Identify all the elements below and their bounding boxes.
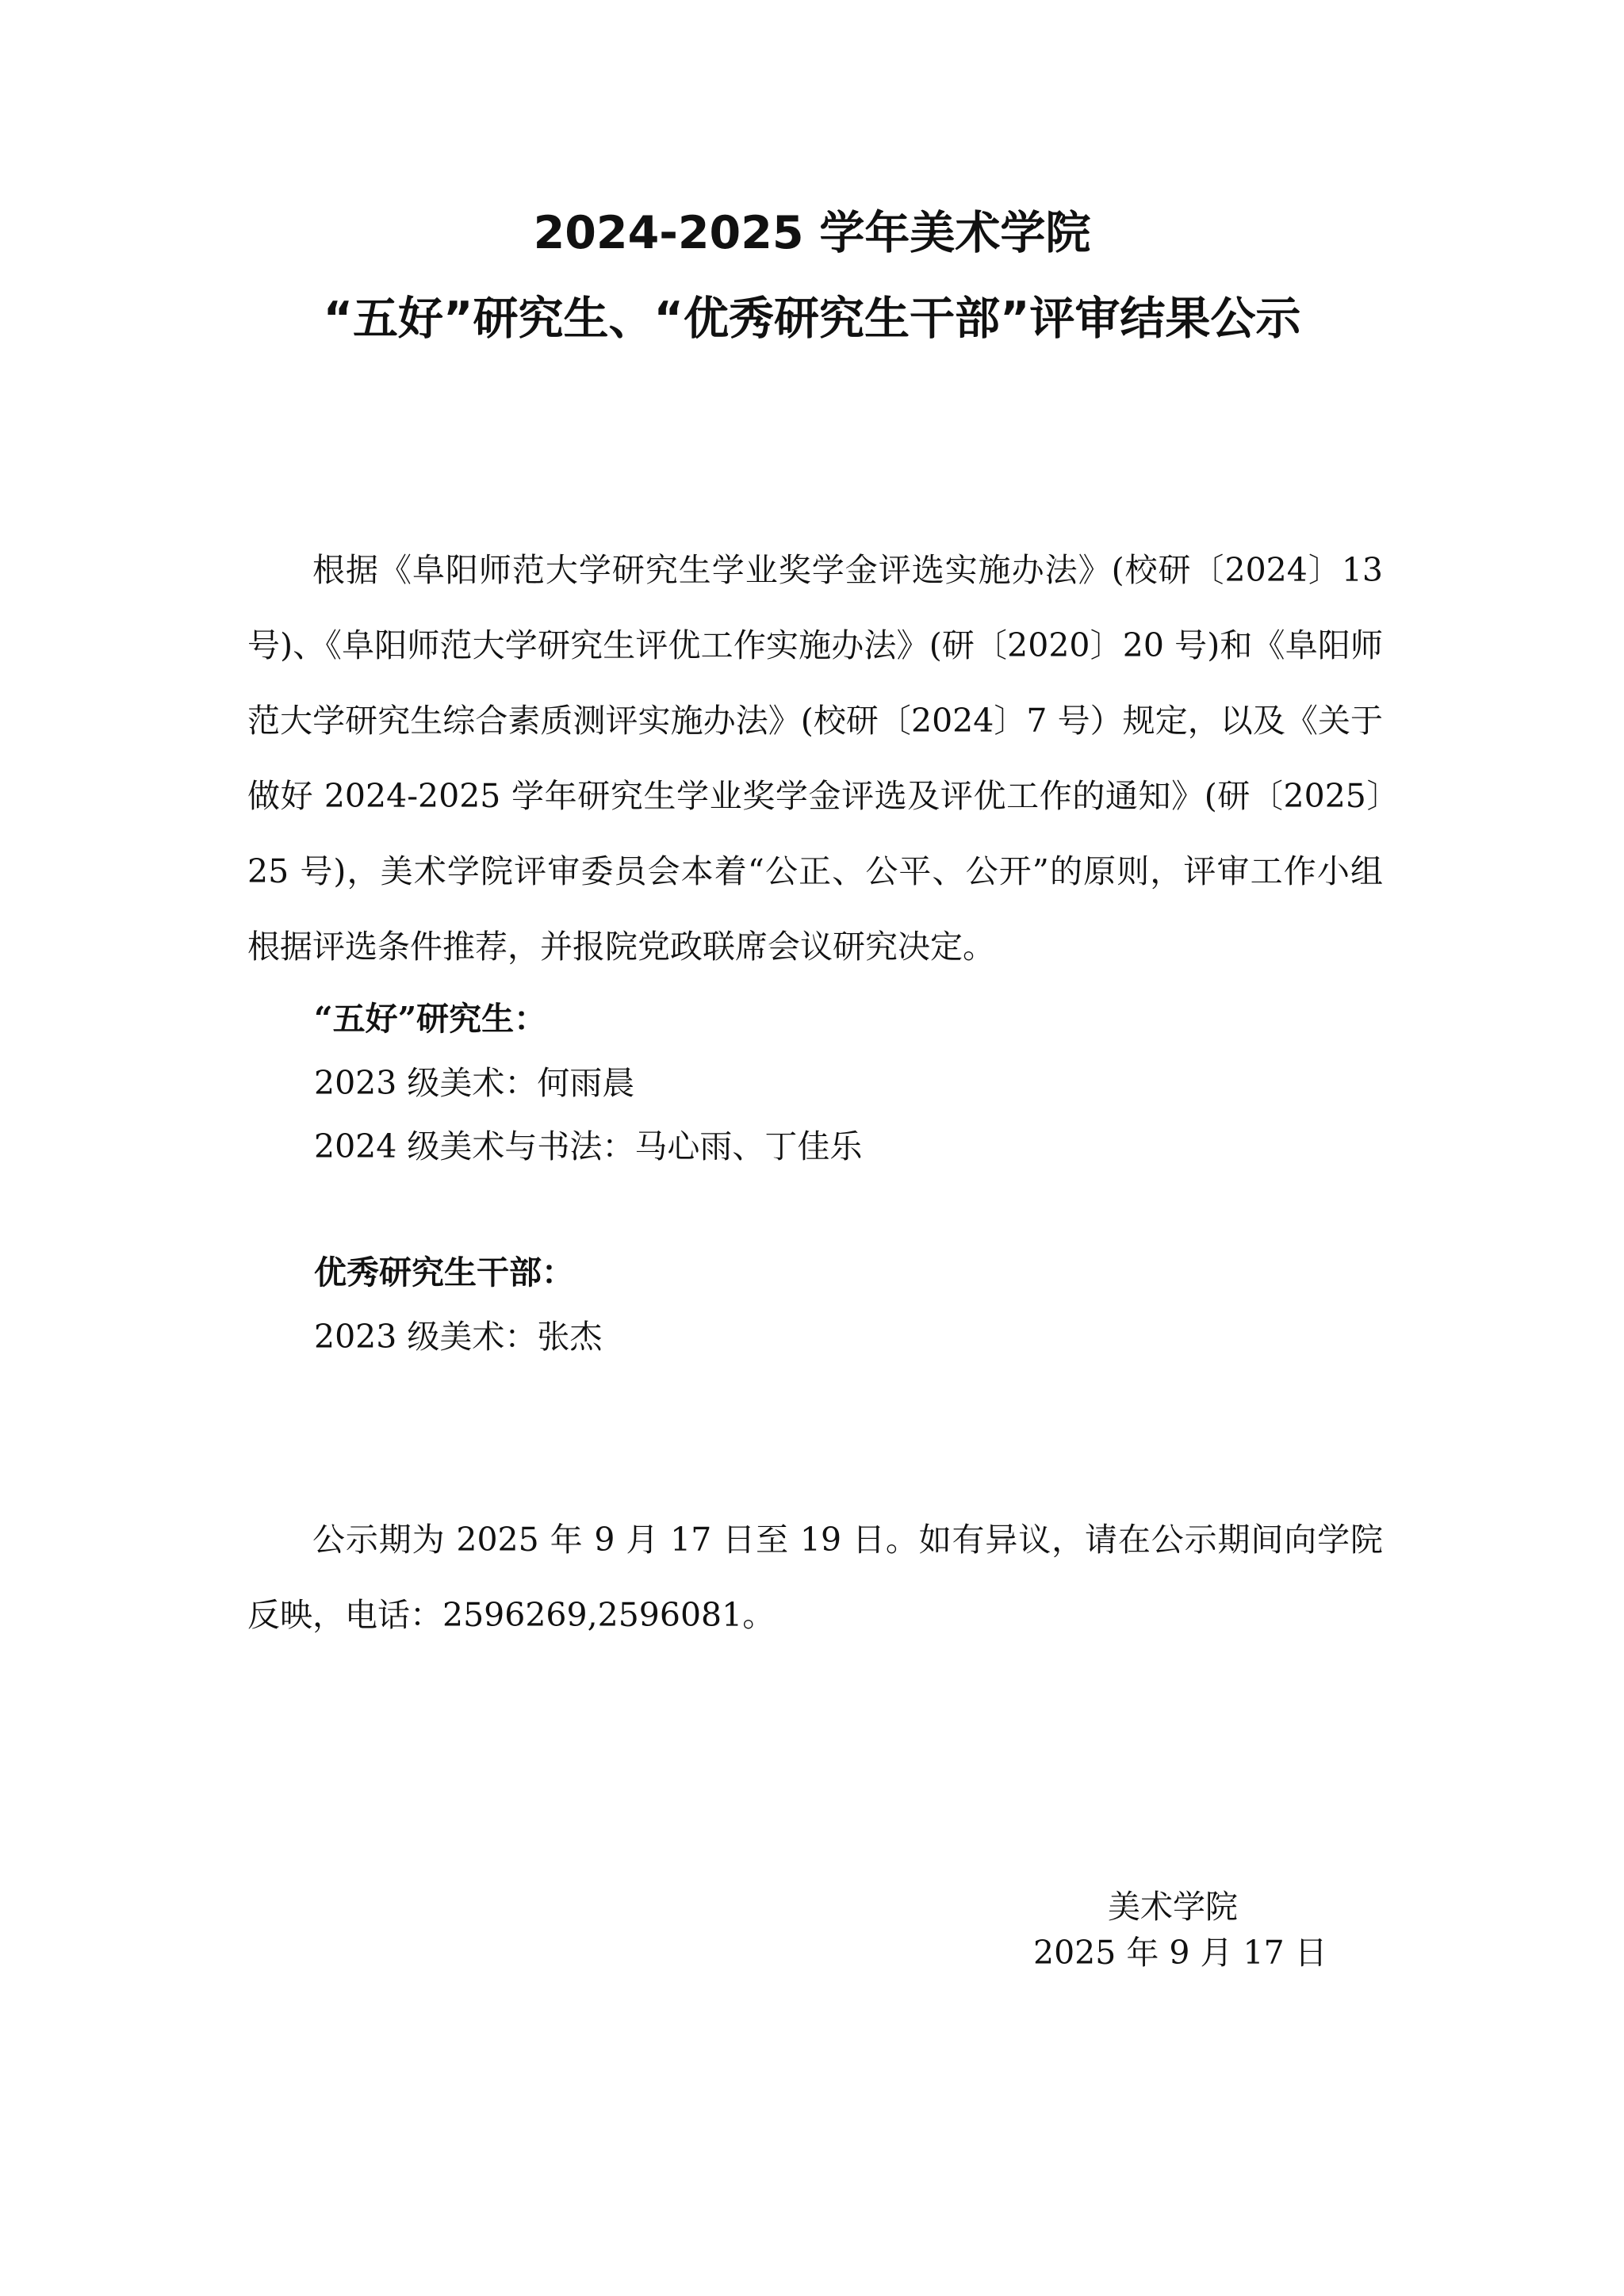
document-title-line-1: 2024-2025 学年美术学院 [533,207,1091,259]
document-title-line-2: “五好”研究生、“优秀研究生干部”评审结果公示 [323,293,1301,345]
cadre-heading: 优秀研究生干部： [314,1253,574,1292]
cadre-item: 2023 级美术：张杰 [314,1318,603,1356]
five-good-heading: “五好”研究生： [314,1000,547,1038]
five-good-item: 2023 级美术：何雨晨 [314,1064,635,1102]
signature-date: 2025 年 9 月 17 日 [1033,1934,1327,1972]
notice-paragraph: 公示期为 2025 年 9 月 17 日至 19 日。如有异议，请在公示期间向学院反映，电话：2596269,2596081。 [247,1521,1383,1634]
signature-org: 美术学院 [1108,1888,1238,1926]
five-good-item: 2024 级美术与书法：马心雨、丁佳乐 [314,1127,863,1165]
intro-paragraph: 根据《阜阳师范大学研究生学业奖学金评选实施办法》(校研〔2024〕13 号)、《阜阳师范大学研究生评优工作实施办法》(研〔2020〕20 号)和《阜阳师范大学研究生综合素质测评实施办法》(校研〔2024〕7 号）规定，以及《关于做好 2024-2025 学年研究生学业奖学金评选及评优工作的通知》(研〔2025〕25 号)，美术学院评审委员会本着“公正、公平、公开”的原则，评审工作小组根据评选条件推荐，并报院党政联席会议研究决定。 [247,551,1383,966]
